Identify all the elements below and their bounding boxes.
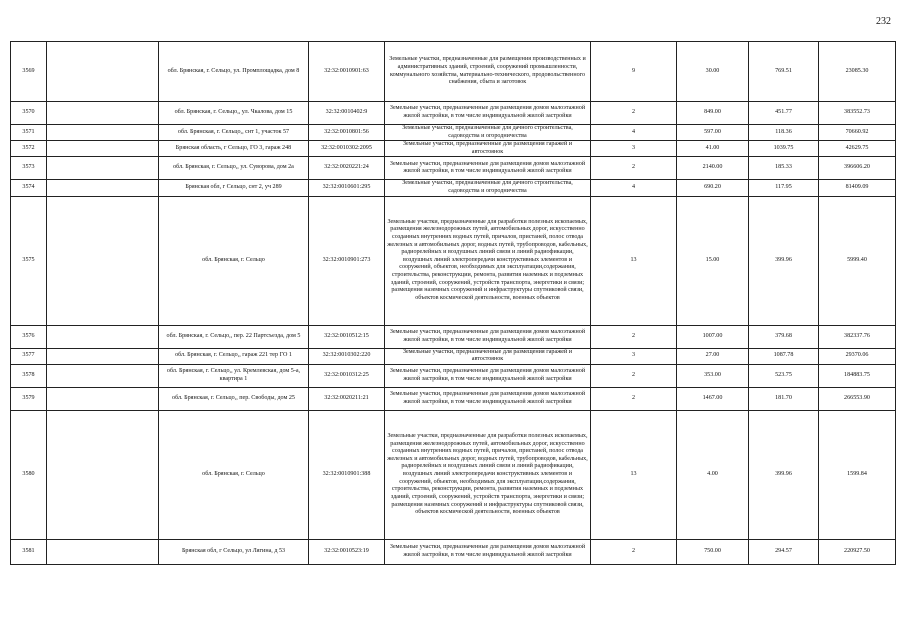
use-group-code-cell: 2 (591, 539, 677, 564)
use-group-code-cell: 4 (591, 180, 677, 196)
cadastral-value-cell: 382337.76 (819, 325, 896, 348)
area-cell: 2140.00 (677, 157, 749, 180)
land-use-cell: Земельные участки, предназначенные для дачного строительства, садоводства и огородничества (385, 180, 591, 196)
table-row (11, 539, 896, 564)
land-use-cell: Земельные участки, предназначенные для размещения домов малоэтажной жилой застройки, в том числе индивидуальной жилой застройки (385, 157, 591, 180)
area-cell: 750.00 (677, 539, 749, 564)
empty-cell (47, 102, 159, 125)
cadastral-value-cell: 5999.40 (819, 196, 896, 325)
use-group-code-cell: 13 (591, 410, 677, 539)
cadastral-value-cell: 266553.90 (819, 387, 896, 410)
cadastral-number-cell: 32:32:0010601:295 (309, 180, 385, 196)
row-number: 3569 (11, 42, 47, 102)
land-use-cell: Земельные участки, предназначенные для размещения домов малоэтажной жилой застройки, в том числе индивидуальной жилой застройки (385, 102, 591, 125)
empty-cell (47, 410, 159, 539)
cadastral-number-cell: 32:32:0010512:15 (309, 325, 385, 348)
area-cell: 30.00 (677, 42, 749, 102)
address-cell: обл. Брянская, г. Сельцо (159, 410, 309, 539)
table-row (11, 125, 896, 141)
empty-cell (47, 364, 159, 387)
empty-cell (47, 387, 159, 410)
use-group-code-cell: 3 (591, 141, 677, 157)
specific-value-cell: 769.51 (749, 42, 819, 102)
cadastral-value-table (10, 41, 896, 565)
empty-cell (47, 141, 159, 157)
area-cell: 353.00 (677, 364, 749, 387)
cadastral-value-cell: 396606.20 (819, 157, 896, 180)
address-cell: обл. Брянская, г. Сельцо,, ул. Кремлевская, дом 5-а, квартира 1 (159, 364, 309, 387)
specific-value-cell: 118.36 (749, 125, 819, 141)
land-use-cell: Земельные участки, предназначенные для размещения домов малоэтажной жилой застройки, в том числе индивидуальной жилой застройки (385, 387, 591, 410)
area-cell: 1467.00 (677, 387, 749, 410)
page-number: 232 (876, 16, 891, 27)
specific-value-cell: 399.96 (749, 196, 819, 325)
cadastral-value-cell: 184883.75 (819, 364, 896, 387)
cadastral-number-cell: 32:32:0010523:19 (309, 539, 385, 564)
use-group-code-cell: 4 (591, 125, 677, 141)
specific-value-cell: 1087.78 (749, 348, 819, 364)
empty-cell (47, 180, 159, 196)
row-number: 3577 (11, 348, 47, 364)
land-use-cell: Земельные участки, предназначенные для разработки полезных ископаемых, размещения железнодорожных путей, автомобильных дорог, искусственно созданных внутренних водных путей, причалов, пристаней, полос отвода железных и автомобильных дорог, водных путей, трубопроводов, кабельных, радиорелейных и воздушных линий связи и линий радиофикации, воздушных линий электропередачи конструктивных элементов и сооружений, объектов, необходимых для эксплуатации,содержания, строительства, реконструкции, ремонта, развития наземных и подземных зданий, строений, сооружений, устройств транспорта, энергетики и связи; размещения наземных сооружений и инфраструктуры спутниковой связи, объектов космической деятельности, военных объектов (385, 196, 591, 325)
specific-value-cell: 379.68 (749, 325, 819, 348)
cadastral-number-cell: 32:32:0010901:273 (309, 196, 385, 325)
address-cell: обл. Брянская, г. Сельцо,, снт 1, участок 57 (159, 125, 309, 141)
cadastral-number-cell: 32:32:0010801:56 (309, 125, 385, 141)
empty-cell (47, 325, 159, 348)
table-row (11, 102, 896, 125)
table-row (11, 387, 896, 410)
land-use-cell: Земельные участки, предназначенные для размещения домов малоэтажной жилой застройки, в том числе индивидуальной жилой застройки (385, 364, 591, 387)
address-cell: обл. Брянская, г. Сельцо,, гараж 221 тер ГО 1 (159, 348, 309, 364)
land-use-cell: Земельные участки, предназначенные для разработки полезных ископаемых, размещения железнодорожных путей, автомобильных дорог, искусственно созданных внутренних водных путей, причалов, пристаней, полос отвода железных и автомобильных дорог, водных путей, трубопроводов, кабельных, радиорелейных и воздушных линий связи и линий радиофикации, воздушных линий электропередачи конструктивных элементов и сооружений, объектов, необходимых для эксплуатации,содержания, строительства, реконструкции, ремонта, развития наземных и подземных зданий, строений, сооружений, устройств транспорта, энергетики и связи; размещения наземных сооружений и инфраструктуры спутниковой связи, объектов космической деятельности, военных объектов (385, 410, 591, 539)
cadastral-number-cell: 32:32:0010302:2095 (309, 141, 385, 157)
address-cell: Брянская обл, г Сельцо, снт 2, уч 289 (159, 180, 309, 196)
specific-value-cell: 185.33 (749, 157, 819, 180)
area-cell: 41.00 (677, 141, 749, 157)
cadastral-value-cell: 23085.30 (819, 42, 896, 102)
land-use-cell: Земельные участки, предназначенные для размещения гаражей и автостоянок (385, 348, 591, 364)
area-cell: 4.00 (677, 410, 749, 539)
row-number: 3574 (11, 180, 47, 196)
row-number: 3570 (11, 102, 47, 125)
empty-cell (47, 348, 159, 364)
address-cell: обл. Брянская, г. Сельцо,, ул. Чкалова, дом 15 (159, 102, 309, 125)
row-number: 3573 (11, 157, 47, 180)
cadastral-value-cell: 81409.09 (819, 180, 896, 196)
row-number: 3572 (11, 141, 47, 157)
address-cell: обл. Брянская, г. Сельцо,, ул. Суворова, дом 2а (159, 157, 309, 180)
cadastral-value-cell: 42629.75 (819, 141, 896, 157)
row-number: 3579 (11, 387, 47, 410)
address-cell: Брянская обл, г Сельцо, ул Лягина, д 53 (159, 539, 309, 564)
row-number: 3575 (11, 196, 47, 325)
row-number: 3578 (11, 364, 47, 387)
row-number: 3571 (11, 125, 47, 141)
use-group-code-cell: 2 (591, 102, 677, 125)
cadastral-number-cell: 32:32:0020211:21 (309, 387, 385, 410)
specific-value-cell: 399.96 (749, 410, 819, 539)
table-row (11, 196, 896, 325)
area-cell: 1007.00 (677, 325, 749, 348)
cadastral-value-cell: 70660.92 (819, 125, 896, 141)
table-row (11, 141, 896, 157)
specific-value-cell: 181.70 (749, 387, 819, 410)
row-number: 3581 (11, 539, 47, 564)
empty-cell (47, 42, 159, 102)
cadastral-number-cell: 32:32:0020221:24 (309, 157, 385, 180)
specific-value-cell: 294.57 (749, 539, 819, 564)
address-cell: обл. Брянская, г. Сельцо, ул. Промплощадка, дом 8 (159, 42, 309, 102)
land-use-cell: Земельные участки, предназначенные для размещения домов малоэтажной жилой застройки, в том числе индивидуальной жилой застройки (385, 325, 591, 348)
area-cell: 849.00 (677, 102, 749, 125)
cadastral-value-cell: 383552.73 (819, 102, 896, 125)
land-use-cell: Земельные участки, предназначенные для размещения гаражей и автостоянок (385, 141, 591, 157)
use-group-code-cell: 2 (591, 325, 677, 348)
land-use-cell: Земельные участки, предназначенные для размещения производственных и административных зданий, строений, сооружений промышленности, коммунального хозяйства, материально-технического, продовольственного снабжения, сбыта и заготовок (385, 42, 591, 102)
area-cell: 27.00 (677, 348, 749, 364)
cadastral-value-cell: 29370.06 (819, 348, 896, 364)
table-row (11, 364, 896, 387)
land-use-cell: Земельные участки, предназначенные для размещения домов малоэтажной жилой застройки, в том числе индивидуальной жилой застройки (385, 539, 591, 564)
table-row (11, 42, 896, 102)
specific-value-cell: 523.75 (749, 364, 819, 387)
specific-value-cell: 451.77 (749, 102, 819, 125)
cadastral-number-cell: 32:32:0010402:9 (309, 102, 385, 125)
specific-value-cell: 1039.75 (749, 141, 819, 157)
table-row (11, 157, 896, 180)
area-cell: 690.20 (677, 180, 749, 196)
table-body (11, 42, 896, 565)
address-cell: обл. Брянская, г. Сельцо,, пер. Свободы, дом 25 (159, 387, 309, 410)
empty-cell (47, 125, 159, 141)
table-row (11, 348, 896, 364)
table-row (11, 180, 896, 196)
area-cell: 15.00 (677, 196, 749, 325)
use-group-code-cell: 9 (591, 42, 677, 102)
row-number: 3580 (11, 410, 47, 539)
address-cell: обл. Брянская, г. Сельцо (159, 196, 309, 325)
cadastral-number-cell: 32:32:0010312:25 (309, 364, 385, 387)
use-group-code-cell: 2 (591, 387, 677, 410)
area-cell: 597.00 (677, 125, 749, 141)
land-use-cell: Земельные участки, предназначенные для дачного строительства, садоводства и огородничества (385, 125, 591, 141)
use-group-code-cell: 2 (591, 157, 677, 180)
table-row (11, 325, 896, 348)
cadastral-value-cell: 220927.50 (819, 539, 896, 564)
address-cell: Брянская область, г Сельцо, ГО 3, гараж 248 (159, 141, 309, 157)
cadastral-number-cell: 32:32:0010901:63 (309, 42, 385, 102)
address-cell: обл. Брянская, г. Сельцо,, пер. 22 Партсъезда, дом 5 (159, 325, 309, 348)
cadastral-value-cell: 1599.84 (819, 410, 896, 539)
empty-cell (47, 196, 159, 325)
table-row (11, 410, 896, 539)
row-number: 3576 (11, 325, 47, 348)
use-group-code-cell: 13 (591, 196, 677, 325)
use-group-code-cell: 3 (591, 348, 677, 364)
empty-cell (47, 539, 159, 564)
empty-cell (47, 157, 159, 180)
cadastral-number-cell: 32:32:0010901:388 (309, 410, 385, 539)
use-group-code-cell: 2 (591, 364, 677, 387)
cadastral-number-cell: 32:32:0010302:220 (309, 348, 385, 364)
specific-value-cell: 117.95 (749, 180, 819, 196)
